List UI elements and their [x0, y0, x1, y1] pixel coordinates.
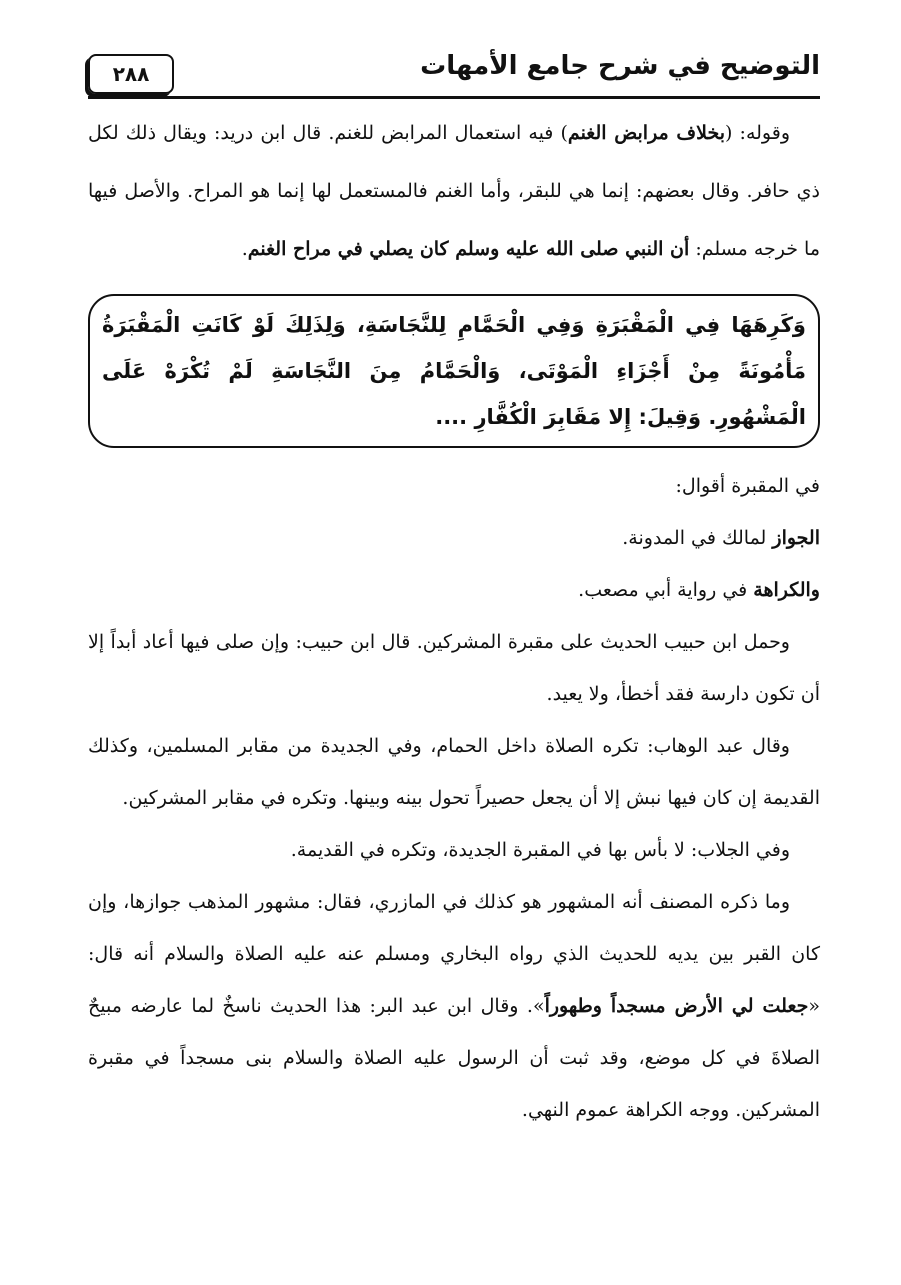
hadith-text: أن النبي صلى الله عليه وسلم كان يصلي في مراح الغنم	[247, 238, 690, 260]
running-title: التوضيح في شرح جامع الأمهات	[420, 51, 820, 81]
header-rule	[88, 96, 820, 99]
book-page	[88, 40, 820, 1260]
paragraph-text: ) فيه استعمال المرابض للغنم. قال ابن دريد: ويقال ذلك لكل ذي حافر. وقال بعضهم: إنما هي للبقر، وأما الغنم فالمستعمل لها إنما هو المراح. والأصل فيها ما خرجه مسلم:	[88, 122, 820, 260]
quoted-term: بخلاف مرابض الغنم	[567, 122, 726, 144]
opinion-label: الجواز	[772, 527, 820, 549]
paragraph-text: وما ذكره المصنف أنه المشهور هو كذلك في المازري، فقال: مشهور المذهب جوازها، وإن كان القبر بين يديه للحديث الذي رواه البخاري ومسلم عنه عليه الصلاة والسلام أنه قال: «	[88, 891, 821, 1017]
page-header	[88, 40, 820, 98]
hadith-quote: جعلت لي الأرض مسجداً وطهوراً	[544, 995, 809, 1017]
paragraph-text: ». وقال ابن عبد البر: هذا الحديث ناسخٌ لما عارضه مبيحٌ الصلاةَ في كل موضع، وقد ثبت أن الرسول عليه الصلاة والسلام بنى مسجداً في مقبرة المشركين. ووجه الكراهة عموم النهي.	[88, 995, 820, 1121]
paragraph-text: في رواية أبي مصعب.	[578, 579, 754, 601]
matn-text: وَكَرِهَهَا فِي الْمَقْبَرَةِ وَفِي الْحَمَّامِ لِلنَّجَاسَةِ، وَلِذَلِكَ لَوْ كَانَتِ الْمَقْبَرَةُ مَأْمُونَةً مِنْ أَجْزَاءِ الْمَوْتَى، وَالْحَمَّامُ مِنَ النَّجَاسَةِ لَمْ تُكْرَهْ عَلَى الْمَشْهُورِ. وَقِيلَ: إِلا مَقَابِرَ الْكُفَّارِ ....	[102, 313, 806, 429]
opinion-label: والكراهة	[753, 579, 820, 601]
paragraph-permissibility	[88, 512, 820, 564]
paragraph-text: وقوله: (	[725, 122, 790, 144]
paragraph-mazari	[88, 876, 820, 1136]
paragraph-jallab: وفي الجلاب: لا بأس بها في المقبرة الجديدة، وتكره في القديمة.	[290, 839, 790, 861]
page-number-box: ٢٨٨	[88, 54, 174, 94]
paragraph-dislike	[88, 564, 820, 616]
matn-box	[88, 294, 820, 448]
paragraph-ibn-habib: وحمل ابن حبيب الحديث على مقبرة المشركين. قال ابن حبيب: وإن صلى فيها أعاد أبداً إلا أن تكون دارسة فقد أخطأ، ولا يعيد.	[88, 631, 820, 705]
paragraph-text: لمالك في المدونة.	[622, 527, 773, 549]
paragraph-maraabid	[88, 104, 820, 278]
paragraph-abd-al-wahhab: وقال عبد الوهاب: تكره الصلاة داخل الحمام، وفي الجديدة من مقابر المسلمين، وكذلك القديمة إن كان فيها نبش إلا أن يجعل حصيراً تحول بينه وبينها. وتكره في مقابر المشركين.	[88, 735, 820, 809]
paragraph-opinions-heading: في المقبرة أقوال:	[675, 475, 820, 497]
paragraph-text: .	[241, 238, 248, 260]
